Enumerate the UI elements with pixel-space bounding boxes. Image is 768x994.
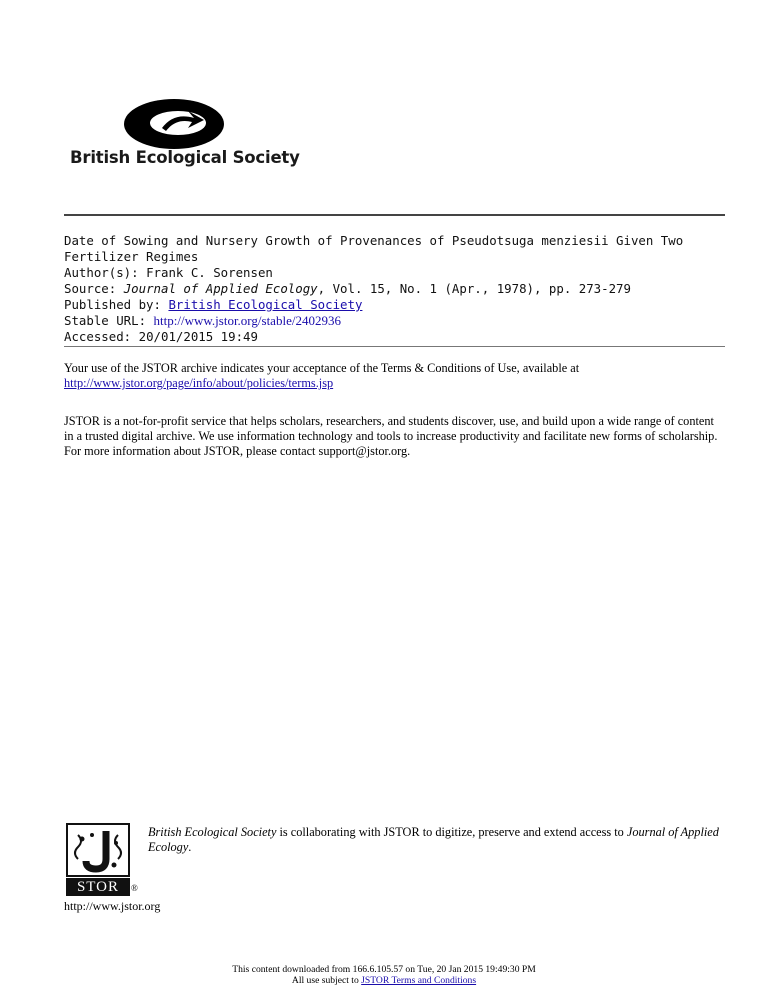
terms-link[interactable]: http://www.jstor.org/page/info/about/policies/terms.jsp [64,376,334,390]
bes-logo-text: British Ecological Society [70,148,300,167]
about-jstor-paragraph: JSTOR is a not-for-profit service that helps scholars, researchers, and students discover, use, and build upon a wide range of content in a trusted digital archive. We use information technology and tools to increase productivity and facilitate new forms of scholarship. For more information about JSTOR, please contact support@jstor.org. [64,414,718,458]
download-footer [0,964,768,986]
source-journal: Journal of Applied Ecology [123,281,318,296]
article-title: Date of Sowing and Nursery Growth of Provenances of Pseudotsuga menziesii Given Two Fertilizer Regimes [64,233,684,264]
bes-logo [70,98,300,174]
published-by-line [64,297,724,313]
publisher-link[interactable]: British Ecological Society [168,297,363,312]
accessed-label: Accessed: [64,329,132,344]
accessed-line [64,329,724,345]
jstor-logo-word: STOR [66,878,130,896]
stable-url-line [64,313,724,329]
download-line: This content downloaded from 166.6.105.57 on Tue, 20 Jan 2015 19:49:30 PM [232,964,536,975]
registered-mark: ® [131,883,138,893]
stable-url-label: Stable URL: [64,313,147,328]
jstor-ornament-icon [66,823,130,877]
subject-line [0,975,768,986]
authors-label: Author(s): [64,265,139,280]
jstor-logo [66,823,130,895]
collab-end: . [188,840,192,854]
source-label: Source: [64,281,117,296]
source-details: , Vol. 15, No. 1 (Apr., 1978), pp. 273-279 [317,281,631,296]
authors-value: Frank C. Sorensen [146,265,273,280]
bes-swirl-icon [122,98,227,150]
collaboration-statement [148,825,728,855]
jstor-url: http://www.jstor.org [64,899,161,913]
collab-journal: Journal of Applied Ecology [148,825,719,854]
metadata-divider [64,346,725,347]
authors-line [64,265,724,281]
collab-text: is collaborating with JSTOR to digitize, preserve and extend access to [276,825,627,839]
terms-conditions-link[interactable]: JSTOR Terms and Conditions [361,975,477,986]
terms-text: Your use of the JSTOR archive indicates your acceptance of the Terms & Conditions of Use, available at [64,361,580,375]
subject-prefix: All use subject to [291,975,362,986]
collab-publisher: British Ecological Society [148,825,277,839]
header-divider [64,214,725,216]
published-by-label: Published by: [64,297,161,312]
accessed-value: 20/01/2015 19:49 [138,329,258,344]
article-metadata [64,233,724,345]
source-line [64,281,724,297]
terms-paragraph [64,361,724,391]
stable-url-link[interactable]: http://www.jstor.org/stable/2402936 [153,313,341,328]
